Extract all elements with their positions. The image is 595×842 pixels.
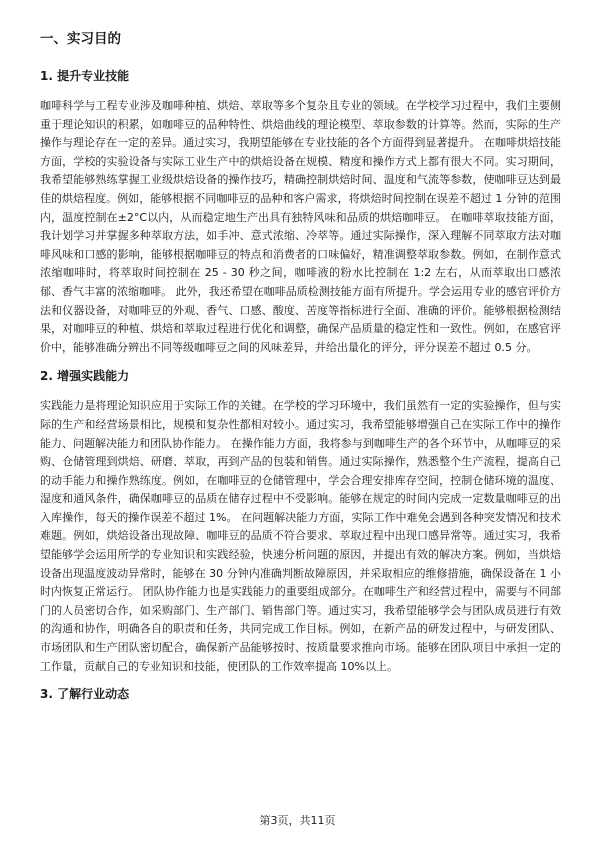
subsection-paragraph-2: 实践能力是将理论知识应用于实际工作的关键。在学校的学习环境中，我们虽然有一定的实验操作，但与实际的生产和经营场景相比，规模和复杂性都相对较小。通过实习，我希望能够增强自己在实际工作中的操作能力、问题解决能力和团队协作能力。 在操作能力方面，我将参与到咖啡生产的各个环节中，从咖啡豆的采购、仓储管理到烘焙、研磨、萃取，再到产品的包装和销售。通过实际操作，熟悉整个生产流程，提高自己的动手能力和操作熟练度。例如，在咖啡豆的仓储管理中，学会合理安排库存空间，控制仓储环境的温度、湿度和通风条件，确保咖啡豆的品质在储存过程中不受影响。能够在规定的时间内完成一定数量咖啡豆的出入库操作，每天的操作误差不超过 1%。 在问题解决能力方面，实际工作中难免会遇到各种突发情况和技术难题。例如，烘焙设备出现故障、咖啡豆的品质不符合要求、萃取过程中出现口感异常等。通过实习，我希望能够学会运用所学的专业知识和实践经验，快速分析问题的原因，并提出有效的解决方案。例如，当烘焙设备出现温度波动异常时，能够在 30 分钟内准确判断故障原因，并采取相应的维修措施，确保设备在 1 小时内恢复正常运行。 团队协作能力也是实践能力的重要组成部分。在咖啡生产和经营过程中，需要与不同部门的人员密切合作，如采购部门、生产部门、销售部门等。通过实习，我希望能够学会与团队成员进行有效的沟通和协作，明确各自的职责和任务，共同完成工作目标。例如，在新产品的研发过程中，与研发团队、市场团队和生产团队密切配合，确保新产品能够按时、按质量要求推向市场。能够在团队项目中承担一定的工作量，贡献自己的专业知识和技能，使团队的工作效率提高 10%以上。 (40, 399, 561, 673)
subsection-heading-3: 3. 了解行业动态 (40, 687, 130, 702)
subsection-heading-2: 2. 增强实践能力 (40, 369, 130, 384)
subsection-heading-1: 1. 提升专业技能 (40, 69, 130, 83)
subsection-paragraph-1: 咖啡科学与工程专业涉及咖啡种植、烘焙、萃取等多个复杂且专业的领域。在学校学习过程中，我们主要侧重于理论知识的积累，如咖啡豆的品种特性、烘焙曲线的理论模型、萃取参数的计算等。然而，实际的生产操作与理论存在一定的差异。通过实习，我期望能够在专业技能的各个方面得到显著提升。 在咖啡烘焙技能方面，学校的实验设备与实际工业生产中的烘焙设备在规模、精度和操作方式上都有很大不同。实习期间，我希望能够熟练掌握工业级烘焙设备的操作技巧，精确控制烘焙时间、温度和气流等参数，使咖啡豆达到最佳的烘焙程度。例如，能够根据不同咖啡豆的品种和客户需求，将烘焙时间控制在误差不超过 1 分钟的范围内，温度控制在±2°C以内，从而稳定地生产出具有独特风味和品质的烘焙咖啡豆。 在咖啡萃取技能方面，我计划学习并掌握多种萃取方法，如手冲、意式浓缩、冷萃等。通过实际操作，深入理解不同萃取方法对咖啡风味和口感的影响，能够根据咖啡豆的特点和消费者的口味偏好，精准调整萃取参数。例如，在制作意式浓缩咖啡时，将萃取时间控制在 25 - 30 秒之间，咖啡液的粉水比控制在 1:2 左右，从而萃取出口感浓郁、香气丰富的浓缩咖啡。 此外，我还希望在咖啡品质检测技能方面有所提升。学会运用专业的感官评价方法和仪器设备，对咖啡豆的外观、香气、口感、酸度、苦度等指标进行全面、准确的评价。能够根据检测结果，对咖啡豆的种植、烘焙和萃取过程进行优化和调整，确保产品质量的稳定性和一致性。例如，在感官评价中，能够准确分辨出不同等级咖啡豆之间的风味差异，并给出量化的评分，评分误差不超过 0.5 分。 (40, 99, 561, 354)
page-footer: 第3页，共11页 (259, 814, 336, 827)
section-heading: 一、实习目的 (40, 31, 121, 47)
